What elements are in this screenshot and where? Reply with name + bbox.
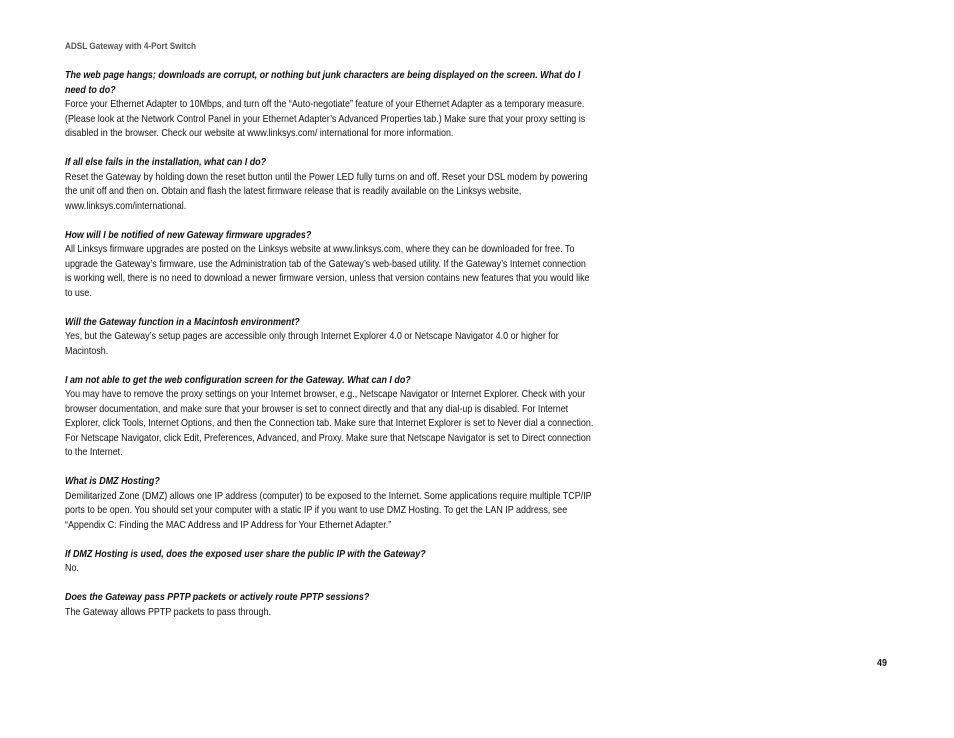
faq-answer: No. <box>65 563 79 574</box>
faq-answer: Reset the Gateway by holding down the reset button until the Power LED fully turns on and off. Reset your DSL modem by powering the unit off and then on. Obtain and flash the latest firmware release that is readily available on the Linksys website, www.linksys.com/international. <box>65 171 588 212</box>
faq-item <box>65 374 594 461</box>
faq-item <box>65 548 594 577</box>
faq-item <box>65 475 594 533</box>
faq-question: If DMZ Hosting is used, does the exposed user share the public IP with the Gateway? <box>65 548 426 560</box>
faq-item <box>65 156 594 214</box>
faq-question: I am not able to get the web configuration screen for the Gateway. What can I do? <box>65 374 411 386</box>
page-number: 49 <box>877 658 887 669</box>
faq-answer: Force your Ethernet Adapter to 10Mbps, and turn off the “Auto-negotiate” feature of your Ethernet Adapter as a temporary measure. (Please look at the Network Control Panel in your Ethernet Adapter’s Advanced Properties tab.) Make sure that your proxy setting is disabled in the browser. Check our website at www.linksys.com/ international for more information. <box>65 99 586 139</box>
faq-answer: Yes, but the Gateway’s setup pages are accessible only through Internet Explorer 4.0 or Netscape Navigator 4.0 or higher for Macintosh. <box>65 331 559 357</box>
faq-content <box>65 69 594 635</box>
faq-question: The web page hangs; downloads are corrupt, or nothing but junk characters are being displayed on the screen. What do I need to do? <box>65 70 581 96</box>
faq-item <box>65 316 594 360</box>
running-header: ADSL Gateway with 4-Port Switch <box>65 41 197 52</box>
faq-question: Does the Gateway pass PPTP packets or actively route PPTP sessions? <box>65 592 370 603</box>
faq-question: What is DMZ Hosting? <box>65 476 160 487</box>
faq-question: How will I be notified of new Gateway firmware upgrades? <box>65 229 312 241</box>
faq-item <box>65 69 594 142</box>
faq-answer: All Linksys firmware upgrades are posted on the Linksys website at www.linksys.com, where they can be downloaded for free. To upgrade the Gateway’s firmware, use the Administration tab of the Gateway’s web-based utility. If the Gateway’s Internet connection is working well, there is no need to download a newer firmware version, unless that version contains new features that you would like to use. <box>65 244 590 299</box>
faq-answer: The Gateway allows PPTP packets to pass through. <box>65 606 271 618</box>
faq-item <box>65 229 594 302</box>
faq-question: Will the Gateway function in a Macintosh environment? <box>65 316 300 328</box>
faq-question: If all else fails in the installation, what can I do? <box>65 157 267 168</box>
faq-answer: You may have to remove the proxy settings on your Internet browser, e.g., Netscape Navigator or Internet Explorer. Check with your browser documentation, and make sure that your browser is set to connect directly and that any dial-up is disabled. For Internet Explorer, click Tools, Internet Options, and then the Connection tab. Make sure that Internet Explorer is set to Never dial a connection. For Netscape Navigator, click Edit, Preferences, Advanced, and Proxy. Make sure that Netscape Navigator is set to Direct connection to the Internet. <box>65 389 594 458</box>
faq-item <box>65 591 594 620</box>
faq-answer: Demilitarized Zone (DMZ) allows one IP address (computer) to be exposed to the Internet. Some applications require multiple TCP/IP ports to be open. You should set your computer with a static IP if you want to use DMZ Hosting. To get the LAN IP address, see “Appendix C: Finding the MAC Address and IP Address for Your Ethernet Adapter.” <box>65 490 592 531</box>
